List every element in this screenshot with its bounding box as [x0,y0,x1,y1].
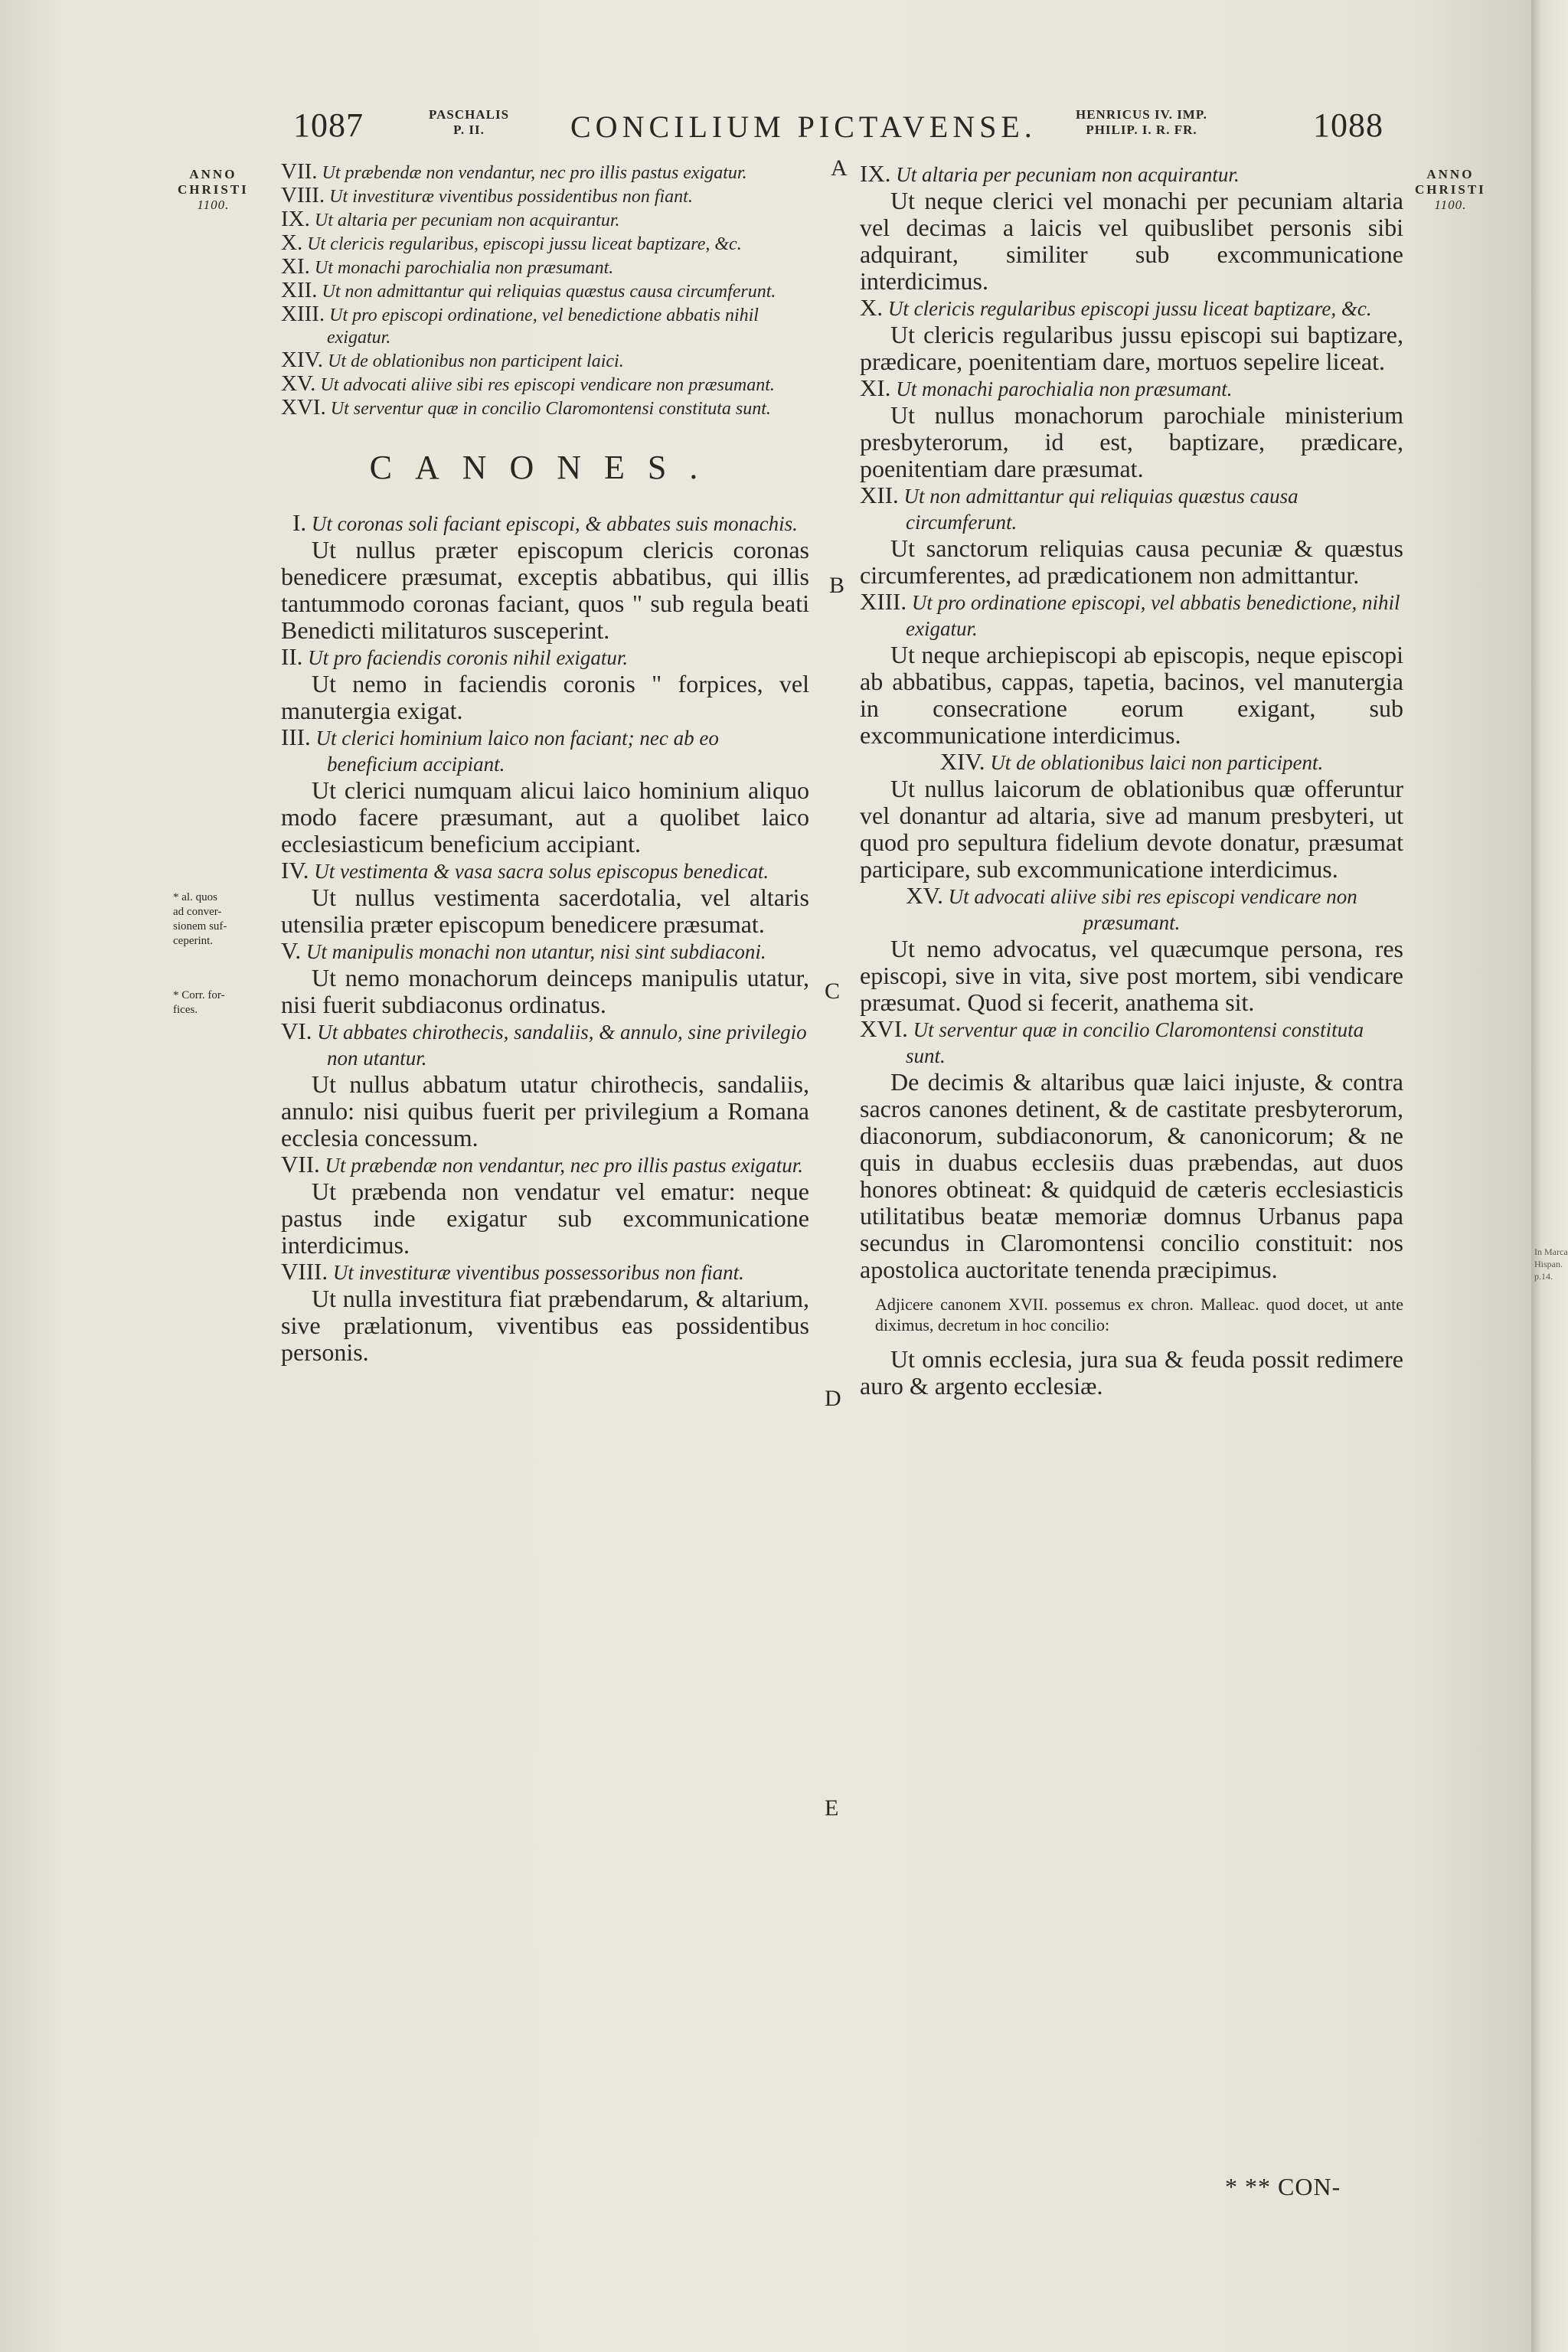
canon-6 [281,1018,809,1152]
section-letter-d: D [825,1386,841,1411]
right-margin-anno: ANNO CHRISTI 1100. [1415,167,1486,212]
canon-title: VIII. Ut investituræ viventibus possessoribus non fiant. [281,1258,744,1285]
section-letter-c: C [825,978,841,1004]
toc-entry: XV. Ut advocati aliive sibi res episcopi vendicare non præsumant. [281,371,775,396]
canon-body: Ut neque archiepiscopi ab episcopis, neque episcopi ab abbatibus, cappas, tapetia, bacinos, vel manutergia in consecratione eorum exigant, sub excommunicatione interdicimus. [860,641,1403,749]
canon-7 [281,1152,809,1259]
additional-canon: Ut omnis ecclesia, jura sua & feuda possit redimere auro & argento ecclesiæ. [860,1345,1403,1400]
canon-title: I. Ut coronas soli faciant episcopi, & abbates suis monachis. [292,509,798,536]
canon-2 [281,644,809,724]
canon-title: IX. Ut altaria per pecuniam non acquirantur. [860,160,1240,187]
canon-body: Ut nullus abbatum utatur chirothecis, sandaliis, annulo: nisi quibus fuerit per privilegium a Romana ecclesia concessum. [281,1070,809,1152]
canon-title: X. Ut clericis regularibus episcopi jussu liceat baptizare, &c. [860,294,1372,321]
canon-15 [860,883,1403,1016]
left-running-head: PASCHALIS P. II. [429,107,510,137]
page-title: CONCILIUM PICTAVENSE. [570,109,1037,144]
toc-entry: IX. Ut altaria per pecuniam non acquirantur. [281,207,620,231]
canon-title: III. Ut clerici hominium laico non faciant; nec ab eo beneficium accipiant. [281,724,719,776]
canon-title: XIV. Ut de oblationibus laici non participent. [939,748,1324,775]
canon-title: XIII. Ut pro ordinatione episcopi, vel abbatis benedictione, nihil exigatur. [860,588,1400,640]
canon-13 [860,589,1403,749]
toc-entry: XVI. Ut serventur quæ in concilio Claromontensi constituta sunt. [281,395,771,420]
canon-body: Ut nullus vestimenta sacerdotalia, vel altaris utensilia præter episcopum benedicere præsumat. [281,884,809,938]
canon-11 [860,375,1403,482]
canon-title: V. Ut manipulis monachi non utantur, nisi sint subdiaconi. [281,937,766,964]
canon-title: IV. Ut vestimenta & vasa sacra solus episcopus benedicat. [281,857,769,884]
canon-title: XII. Ut non admittantur qui reliquias quæstus causa circumferunt. [860,482,1298,534]
canon-1 [281,510,809,644]
canon-title: VI. Ut abbates chirothecis, sandaliis, & annulo, sine privilegio non utantur. [281,1018,807,1070]
canon-body: De decimis & altaribus quæ laici injuste, & contra sacros canones detinent, & de castitate presbyterorum, diaconorum, subdiaconorum, & canonicorum; & ne quis in duabus ecclesiis duas præbendas, aut duos honores obtineat: & quidquid de cæteris ecclesiasticis utilitatibus beatæ memoriæ domnus Urbanus papa secundus in Claromontensi concilio constituit: nos apostolica auctoritate tenenda præcipimus. [860,1068,1403,1283]
canon-body: Ut nemo in faciendis coronis " forpices, vel manutergia exigat. [281,670,809,724]
toc-entry: XIII. Ut pro episcopi ordinatione, vel benedictione abbatis nihil exigatur. [281,302,759,348]
margin-note-variant: * al. quos ad conver- sionem suf- ceperint. [173,891,227,947]
canon-4 [281,858,809,938]
left-column [281,161,809,1366]
margin-note-correction: * Corr. for- fices. [173,989,225,1016]
left-page-number: 1087 [293,106,364,144]
canon-title: XVI. Ut serventur quæ in concilio Claromontensi constituta sunt. [860,1015,1364,1067]
catchword: * ** CON- [1225,2173,1341,2200]
canon-10 [860,295,1403,375]
canon-body: Ut neque clerici vel monachi per pecuniam altaria vel decimas a laicis vel quibuslibet personis sibi adquirant, similiter sub excommunicatione interdicimus. [860,187,1403,295]
canon-body: Ut sanctorum reliquias causa pecuniæ & quæstus circumferentes, ad prædicationem non admittantur. [860,534,1403,589]
canon-title: XI. Ut monachi parochialia non præsumant. [860,374,1233,401]
canon-12 [860,482,1403,589]
canones-heading: CANONES. [369,449,721,486]
toc-entry: VIII. Ut investituræ viventibus possidentibus non fiant. [281,183,693,207]
editorial-note: Adjicere canonem XVII. possemus ex chron. Malleac. quod docet, ut ante diximus, decretum in hoc concilio: [875,1295,1403,1334]
left-margin-anno: ANNO CHRISTI 1100. [178,167,249,212]
right-page-number: 1088 [1313,106,1383,144]
canon-body: Ut nemo advocatus, vel quæcumque persona, res episcopi, sive in vita, sive post mortem, sibi vendicare præsumat. Quod si fecerit, anathema sit. [860,935,1403,1016]
canon-body: Ut nullus monachorum parochiale ministerium presbyterorum, id est, baptizare, prædicare, poenitentiam dare præsumat. [860,401,1403,482]
right-column [860,161,1403,1400]
canon-3 [281,724,809,858]
right-running-head: HENRICUS IV. IMP. PHILIP. I. R. FR. [1076,107,1207,137]
section-letter-b: B [829,573,845,598]
canon-body: Ut nulla investitura fiat præbendarum, & altarium, sive prælationum, viventibus eas possidentibus personis. [281,1285,809,1366]
canon-14 [860,749,1403,883]
facing-page-edge: In Marca Hispan. p.14. [1531,0,1568,2352]
canon-16 [860,1016,1403,1283]
running-header [0,106,1531,152]
chapter-list [281,161,809,420]
toc-entry: XII. Ut non admittantur qui reliquias quæstus causa circumferunt. [281,278,776,302]
canon-body: Ut nullus præter episcopum clericis coronas benedicere præsumat, exceptis abbatibus, qui illis tantummodo coronas faciant, quos " sub regula beati Benedicti militaturos susceperint. [281,536,809,644]
toc-entry: VII. Ut præbendæ non vendantur, nec pro illis pastus exigatur. [281,159,747,184]
canon-body: Ut nullus laicorum de oblationibus quæ offeruntur vel donantur ad altaria, sive ad manum presbyteri, ut quod pro sepultura fidelium devote donatur, præsumat participare, sub excommunicatione interdicimus. [860,775,1403,883]
canon-body: Ut præbenda non vendatur vel ematur: neque pastus inde exigatur sub excommunicatione interdicimus. [281,1178,809,1259]
canon-8 [281,1259,809,1366]
section-letter-e: E [825,1795,839,1821]
canon-body: Ut nemo monachorum deinceps manipulis utatur, nisi fuerit subdiaconus ordinatus. [281,964,809,1018]
toc-entry: X. Ut clericis regularibus, episcopi jussu liceat baptizare, &c. [281,230,742,255]
toc-entry: XIV. Ut de oblationibus non participent laici. [281,348,624,372]
section-letter-a: A [831,155,848,181]
canon-body: Ut clerici numquam alicui laico hominium aliquo modo facere præsumant, aut a quolibet laico ecclesiasticum beneficium accipiant. [281,776,809,858]
canon-title: VII. Ut præbendæ non vendantur, nec pro illis pastus exigatur. [281,1151,804,1178]
canon-body: Ut clericis regularibus jussu episcopi sui baptizare, prædicare, poenitentiam dare, mortuos sepelire liceat. [860,321,1403,375]
canon-9 [860,161,1403,295]
canon-title: XV. Ut advocati aliive sibi res episcopi vendicare non præsumant. [906,882,1357,934]
canon-5 [281,938,809,1018]
canon-title: II. Ut pro faciendis coronis nihil exigatur. [281,643,629,670]
toc-entry: XI. Ut monachi parochialia non præsumant. [281,254,614,279]
